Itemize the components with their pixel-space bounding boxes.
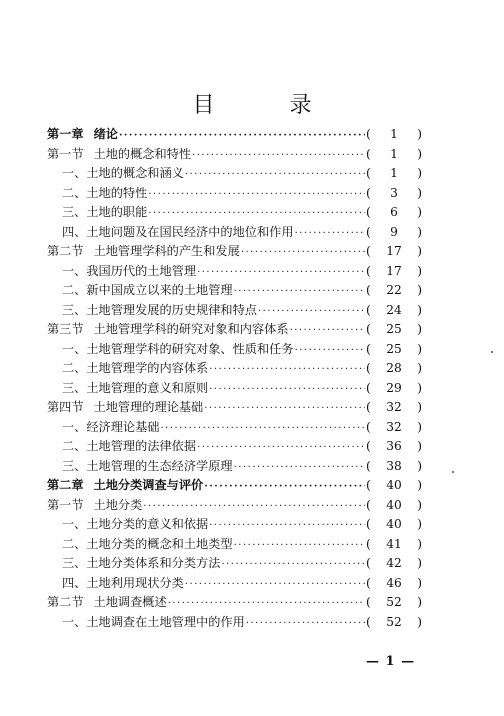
open-paren: ( (366, 517, 371, 531)
toc-page-ref (366, 322, 422, 336)
toc-page-ref (366, 478, 422, 492)
toc-page-ref (366, 439, 422, 453)
toc-entry-title: 土地管理发展的历史规律和特点 (86, 302, 257, 317)
toc-entry (62, 418, 422, 436)
toc-page-ref (366, 361, 422, 375)
toc-entry-label (62, 359, 208, 376)
toc-entry (47, 476, 422, 494)
close-paren: ) (417, 380, 422, 395)
toc-entry (62, 535, 422, 553)
toc-entry (47, 125, 422, 143)
dot-leader (258, 306, 365, 317)
open-paren: ( (366, 302, 371, 317)
toc-entry-number: 二、 (62, 439, 87, 453)
close-paren: ) (417, 185, 422, 200)
open-paren: ( (366, 439, 371, 453)
toc-entry-title: 土地分类体系和分类方法 (86, 556, 221, 570)
toc-entry (47, 145, 422, 163)
toc-entry-label (62, 281, 233, 298)
close-paren: ) (417, 458, 422, 473)
dot-leader (148, 189, 365, 200)
toc-entry-label (62, 262, 196, 279)
open-paren: ( (366, 322, 371, 336)
open-paren: ( (366, 244, 371, 258)
toc-entry-number: 四、 (62, 224, 87, 239)
close-paren: ) (417, 283, 422, 297)
close-paren: ) (417, 361, 422, 375)
toc-page-number: 9 (390, 224, 398, 239)
toc-page-number: 22 (386, 283, 402, 297)
close-paren: ) (417, 556, 422, 570)
close-paren: ) (417, 322, 422, 336)
open-paren: ( (366, 166, 371, 180)
toc-entry (62, 281, 422, 299)
toc-entry (47, 320, 422, 338)
toc-entry-title: 新中国成立以来的土地管理 (86, 283, 233, 297)
toc-entry-label (62, 203, 147, 220)
toc-page-ref (366, 420, 422, 434)
dot-leader (295, 345, 365, 356)
toc-entry-label (47, 496, 142, 513)
toc-page-ref (366, 498, 422, 512)
dot-leader (168, 598, 365, 609)
dot-leader (185, 169, 365, 180)
toc-page-number: 1 (390, 127, 398, 141)
toc-entry-title: 土地分类的意义和依据 (86, 517, 209, 531)
close-paren: ) (417, 244, 422, 258)
toc-entry-title: 土地管理的意义和原则 (86, 380, 209, 395)
toc-page-number: 40 (386, 517, 402, 531)
open-paren: ( (366, 263, 371, 278)
toc-page-ref (366, 147, 422, 161)
toc-entry-number: 二、 (62, 185, 87, 200)
open-paren: ( (366, 283, 371, 297)
dot-leader (295, 228, 365, 239)
scan-speck (452, 471, 454, 473)
dot-leader (143, 501, 365, 512)
toc-page-number: 40 (386, 478, 402, 492)
dot-leader (148, 208, 365, 219)
toc-entry-number: 第二节 (47, 595, 84, 609)
toc-entry-number: 第一节 (47, 497, 84, 512)
toc-entry-label (62, 554, 220, 571)
toc-page-number: 52 (386, 595, 402, 609)
open-paren: ( (366, 380, 371, 395)
toc-page-ref (366, 283, 422, 297)
open-paren: ( (366, 205, 371, 219)
toc-page-number: 17 (386, 244, 402, 258)
toc-entry (62, 574, 422, 592)
dot-leader (192, 150, 365, 161)
toc-entry (62, 515, 422, 533)
toc-entry-number: 一、 (62, 166, 87, 180)
close-paren: ) (417, 205, 422, 219)
toc-entry-title: 绪论 (93, 127, 118, 141)
toc-entry-title: 土地分类 (93, 497, 143, 512)
toc-entry (47, 593, 422, 611)
toc-entry (62, 223, 422, 241)
toc-page-ref (366, 459, 422, 473)
toc-entry-title: 土地分类调查与评价 (93, 478, 204, 492)
toc-entry (62, 301, 422, 319)
close-paren: ) (417, 341, 422, 356)
toc-page-number: 17 (386, 263, 402, 278)
toc-entry-title: 土地调查在土地管理中的作用 (86, 614, 245, 629)
toc-entry-title: 土地的职能 (86, 205, 148, 219)
close-paren: ) (417, 497, 422, 512)
toc-entry-label (62, 164, 184, 181)
toc-entry-number: 三、 (62, 458, 87, 473)
toc-entry (62, 613, 422, 631)
toc-entry-number: 三、 (62, 205, 87, 219)
dot-leader (197, 442, 365, 453)
toc-page-ref (366, 225, 422, 239)
toc-entry-label (47, 242, 240, 259)
toc-entry-label (62, 457, 233, 474)
toc-page-ref (366, 244, 422, 258)
toc-page-number: 1 (390, 166, 398, 180)
toc-entry (62, 184, 422, 202)
toc-page-number: 24 (386, 302, 402, 317)
toc-entry (62, 340, 422, 358)
toc-page-number: 25 (386, 341, 402, 356)
toc-entry-number: 二、 (62, 361, 87, 375)
toc-entry-number: 二、 (62, 536, 87, 551)
toc-entry-number: 一、 (62, 614, 87, 629)
toc-entry-title: 经济理论基础 (86, 419, 160, 434)
toc-entry-title: 土地管理的理论基础 (93, 400, 204, 414)
open-paren: ( (366, 224, 371, 239)
toc-page-ref (366, 127, 422, 141)
toc-entry-label (62, 418, 160, 435)
toc-entry-label (47, 320, 289, 337)
toc-entry-label (62, 613, 245, 630)
toc-entry-label (47, 145, 191, 162)
dot-leader (119, 130, 365, 141)
toc-entry-title: 土地分类的概念和土地类型 (86, 536, 233, 551)
toc-entry-title: 土地的概念和涵义 (86, 166, 184, 180)
toc-entry-label (62, 340, 294, 357)
toc-entry-number: 一、 (62, 341, 87, 356)
open-paren: ( (366, 478, 371, 492)
toc-entry-label (47, 125, 118, 142)
toc-entry-number: 第二章 (47, 478, 84, 492)
toc-entry-title: 土地管理学科的产生和发展 (93, 244, 240, 258)
dot-leader (204, 403, 365, 414)
toc-page-number: 40 (386, 497, 402, 512)
toc-entry-title: 土地的概念和特性 (93, 146, 192, 161)
toc-entry-title: 土地的特性 (86, 185, 148, 200)
dot-leader (161, 423, 366, 434)
toc-entry (62, 164, 422, 182)
open-paren: ( (366, 127, 371, 141)
toc-entry-number: 一、 (62, 263, 87, 278)
page-number-footer: — 1 — (366, 654, 416, 669)
toc-entry (47, 496, 422, 514)
open-paren: ( (366, 497, 371, 512)
toc-entry-label (47, 593, 167, 610)
toc-page-ref (366, 186, 422, 200)
close-paren: ) (417, 595, 422, 609)
toc-entry (47, 242, 422, 260)
close-paren: ) (417, 146, 422, 161)
toc-entry (62, 379, 422, 397)
toc-entry-title: 土地管理学科的研究对象和内容体系 (93, 322, 289, 336)
toc-entry-label (62, 379, 208, 396)
open-paren: ( (366, 146, 371, 161)
dot-leader (209, 384, 365, 395)
toc-entry (62, 554, 422, 572)
page-title: 目 录 (192, 93, 346, 118)
dot-leader (290, 325, 365, 336)
toc-entry (62, 262, 422, 280)
close-paren: ) (417, 517, 422, 531)
toc-page-number: 32 (386, 400, 402, 414)
open-paren: ( (366, 419, 371, 434)
close-paren: ) (417, 478, 422, 492)
toc-page-number: 32 (386, 419, 402, 434)
toc-page-ref (366, 342, 422, 356)
dot-leader (209, 364, 365, 375)
toc-entry-label (62, 301, 257, 318)
close-paren: ) (417, 302, 422, 317)
dot-leader (246, 618, 365, 629)
toc-entry-number: 二、 (62, 283, 87, 297)
toc-entry-number: 第二节 (47, 244, 84, 258)
open-paren: ( (366, 614, 371, 629)
toc-entry-title: 土地问题及在国民经济中的地位和作用 (86, 224, 294, 239)
open-paren: ( (366, 361, 371, 375)
dot-leader (204, 481, 365, 492)
toc-entry-title: 土地调查概述 (93, 595, 167, 609)
toc-entry-label (62, 515, 208, 532)
toc-entry-number: 三、 (62, 556, 87, 570)
toc-entry-number: 一、 (62, 419, 87, 434)
toc-page-ref (366, 400, 422, 414)
toc-entry-number: 三、 (62, 380, 87, 395)
toc-entry-label (62, 535, 233, 552)
toc-entry-title: 土地利用现状分类 (86, 575, 184, 590)
toc-page-ref (366, 576, 422, 590)
toc-entry (62, 359, 422, 377)
toc-entry-number: 一、 (62, 517, 87, 531)
open-paren: ( (366, 400, 371, 414)
toc-entry-number: 第三节 (47, 322, 84, 336)
toc-entry-number: 第四节 (47, 400, 84, 414)
toc-page-number: 29 (386, 380, 402, 395)
toc-entry-label (47, 476, 203, 493)
dot-leader (234, 462, 365, 473)
toc-entry-label (62, 574, 184, 591)
toc-page-ref (366, 205, 422, 219)
open-paren: ( (366, 458, 371, 473)
toc-entry-label (62, 223, 294, 240)
dot-leader (234, 286, 365, 297)
dot-leader (241, 247, 365, 258)
close-paren: ) (417, 224, 422, 239)
toc-entry-number: 四、 (62, 575, 87, 590)
toc-entry-title: 土地管理学科的研究对象、性质和任务 (86, 341, 294, 356)
toc-entry (62, 457, 422, 475)
dot-leader (197, 267, 365, 278)
toc-entry-label (62, 184, 147, 201)
open-paren: ( (366, 185, 371, 200)
dot-leader (185, 579, 365, 590)
open-paren: ( (366, 536, 371, 551)
toc-page-number: 25 (386, 322, 402, 336)
close-paren: ) (417, 614, 422, 629)
toc-page-number: 3 (390, 185, 398, 200)
toc-entry (62, 203, 422, 221)
toc-page-number: 42 (386, 556, 402, 570)
toc-entry-title: 土地管理的生态经济学原理 (86, 458, 233, 473)
close-paren: ) (417, 575, 422, 590)
toc-entry-number: 第一节 (47, 146, 84, 161)
toc-page-number: 28 (386, 361, 402, 375)
toc-page-number: 52 (386, 614, 402, 629)
dot-leader (234, 540, 365, 551)
close-paren: ) (417, 419, 422, 434)
toc-page-ref (366, 381, 422, 395)
open-paren: ( (366, 556, 371, 570)
toc-entry (62, 437, 422, 455)
toc-entry-title: 土地管理学的内容体系 (86, 361, 209, 375)
toc-entry-label (62, 437, 196, 454)
toc-page-ref (366, 556, 422, 570)
toc-page-ref (366, 615, 422, 629)
close-paren: ) (417, 166, 422, 180)
toc-page-ref (366, 166, 422, 180)
close-paren: ) (417, 400, 422, 414)
toc-page-ref (366, 264, 422, 278)
open-paren: ( (366, 575, 371, 590)
toc-page-number: 36 (386, 439, 402, 453)
toc-page-ref (366, 537, 422, 551)
open-paren: ( (366, 595, 371, 609)
close-paren: ) (417, 127, 422, 141)
toc-entry-title: 土地管理的法律依据 (86, 439, 197, 453)
close-paren: ) (417, 263, 422, 278)
toc-page-number: 46 (386, 575, 402, 590)
toc-entry (47, 398, 422, 416)
close-paren: ) (417, 536, 422, 551)
close-paren: ) (417, 439, 422, 453)
toc-page-number: 38 (386, 458, 402, 473)
toc-page-ref (366, 303, 422, 317)
toc-page-number: 41 (386, 536, 402, 551)
toc-entry-label (47, 398, 203, 415)
dot-leader (209, 520, 365, 531)
toc-page-number: 6 (390, 205, 398, 219)
toc-page-ref (366, 595, 422, 609)
toc-page-ref (366, 517, 422, 531)
open-paren: ( (366, 341, 371, 356)
dot-leader (221, 559, 365, 570)
toc-entry-number: 三、 (62, 302, 87, 317)
toc-entry-number: 第一章 (47, 127, 84, 141)
toc-page-number: 1 (390, 146, 398, 161)
toc-entry-title: 我国历代的土地管理 (86, 263, 197, 278)
scan-speck (491, 351, 493, 353)
